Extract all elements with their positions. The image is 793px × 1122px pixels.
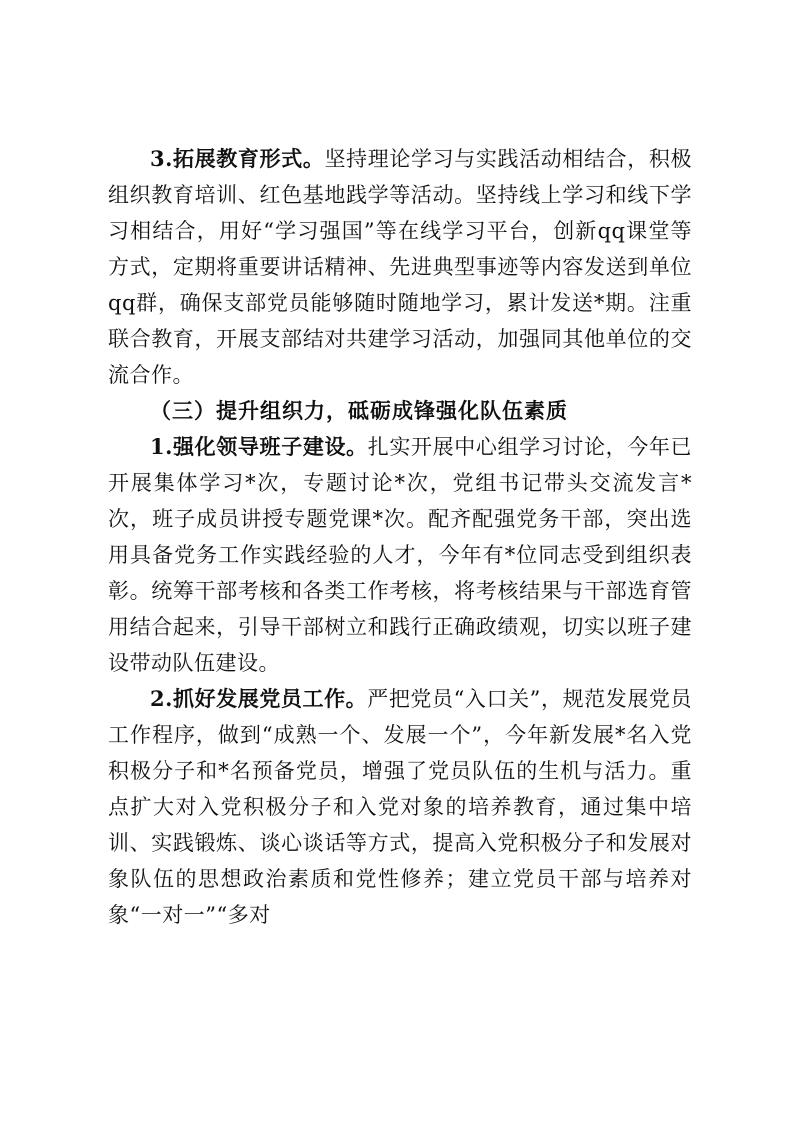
paragraph-lead: 2.抓好发展党员工作。	[150, 686, 368, 711]
paragraph-text: 坚持理论学习与实践活动相结合，积极组织教育培训、红色基地践学等活动。坚持线上学习和线下学习相结合，用好“学习强国”等在线学习平台，创新qq课堂等方式，定期将重要讲话精神、先进典型事迹等内容发送到单位qq群，确保支部党员能够随时随地学习，累计发送*期。注重联合教育，开展支部结对共建学习活动，加强同其他单位的交流合作。	[108, 147, 692, 387]
document-body	[108, 141, 692, 933]
paragraph-text: 严把党员“入口关”，规范发展党员工作程序，做到“成熟一个、发展一个”，今年新发展*名入党积极分子和*名预备党员，增强了党员队伍的生机与活力。重点扩大对入党积极分子和入党对象的培养教育，通过集中培训、实践锻炼、谈心谈话等方式，提高入党积极分子和发展对象队伍的思想政治素质和党性修养；建立党员干部与培养对象“一对一”“多对	[108, 687, 692, 927]
paragraph-leadership-team-building	[108, 429, 692, 681]
paragraph-expand-education-forms	[108, 141, 692, 393]
paragraph-text: 扎实开展中心组学习讨论，今年已开展集体学习*次，专题讨论*次，党组书记带头交流发言*次，班子成员讲授专题党课*次。配齐配强党务干部，突出选用具备党务工作实践经验的人才，今年有*位同志受到组织表彰。统筹干部考核和各类工作考核，将考核结果与干部选育管用结合起来，引导干部树立和践行正确政绩观，切实以班子建设带动队伍建设。	[108, 435, 692, 675]
paragraph-lead: 3.拓展教育形式。	[150, 146, 325, 171]
paragraph-party-member-development	[108, 681, 692, 933]
paragraph-lead: 1.强化领导班子建设。	[150, 434, 368, 459]
section-heading: （三）提升组织力，砥砺成锋强化队伍素质	[150, 399, 568, 423]
